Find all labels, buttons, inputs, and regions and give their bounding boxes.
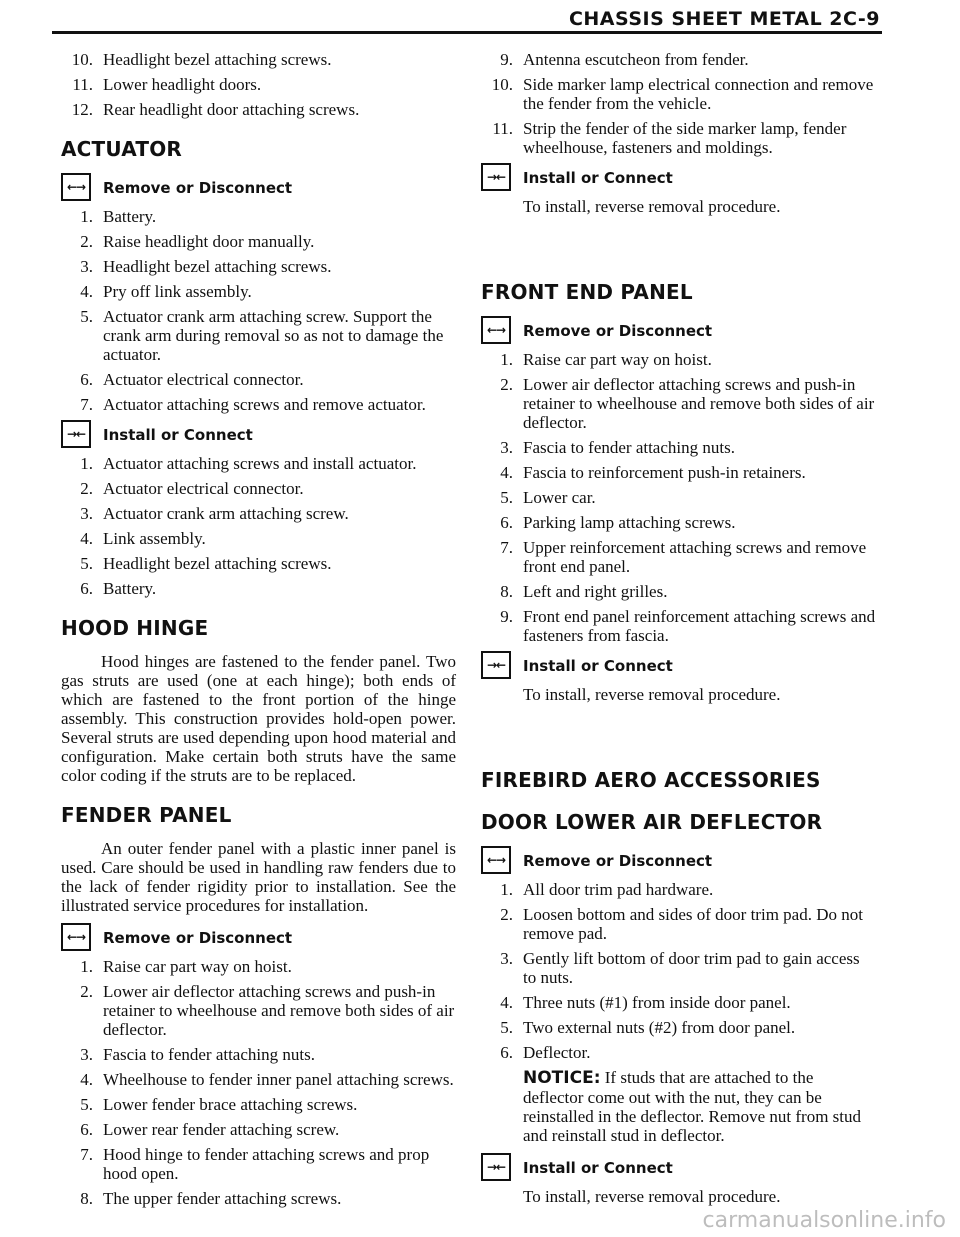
step-number: 5. xyxy=(80,1095,93,1114)
list-item xyxy=(481,880,876,899)
remove-disconnect-icon: ←→ xyxy=(481,316,511,344)
list-item xyxy=(61,75,456,94)
list-item xyxy=(481,375,876,432)
step-number: 6. xyxy=(80,370,93,389)
step-number: 8. xyxy=(80,1189,93,1208)
step-number: 2. xyxy=(80,232,93,251)
list-item xyxy=(61,554,456,573)
step-text: Two external nuts (#2) from door panel. xyxy=(523,1018,796,1037)
list-item xyxy=(481,1043,876,1062)
step-number: 2. xyxy=(80,982,93,1001)
list-item xyxy=(481,513,876,532)
deflector-remove-subhead xyxy=(481,846,876,876)
step-text: Link assembly. xyxy=(103,529,206,548)
list-item xyxy=(61,1045,456,1064)
step-text: Headlight bezel attaching screws. xyxy=(103,257,332,276)
actuator-install-subhead xyxy=(61,420,456,450)
step-text: Lower air deflector attaching screws and push-in retainer to wheelhouse and remove both sides of air deflector. xyxy=(103,982,455,1039)
list-item xyxy=(61,307,456,364)
remove-disconnect-icon: ←→ xyxy=(481,846,511,874)
step-number: 7. xyxy=(80,395,93,414)
deflector-install-text: To install, reverse removal procedure. xyxy=(523,1187,781,1206)
step-number: 1. xyxy=(80,454,93,473)
step-number: 6. xyxy=(80,1120,93,1139)
step-text: Actuator electrical connector. xyxy=(103,370,304,389)
step-text: Headlight bezel attaching screws. xyxy=(103,554,332,573)
list-item xyxy=(481,350,876,369)
list-item xyxy=(481,538,876,576)
list-item xyxy=(61,479,456,498)
step-text: Raise headlight door manually. xyxy=(103,232,315,251)
step-number: 1. xyxy=(500,350,513,369)
list-item xyxy=(61,1120,456,1139)
left-column xyxy=(61,50,456,1214)
fender-remove-subhead xyxy=(61,923,456,953)
step-number: 5. xyxy=(500,1018,513,1037)
step-number: 3. xyxy=(80,257,93,276)
list-item xyxy=(481,1018,876,1037)
step-text: Hood hinge to fender attaching screws and prop hood open. xyxy=(103,1145,430,1183)
deflector-remove-steps xyxy=(481,880,876,1062)
actuator-install-label: Install or Connect xyxy=(103,426,253,444)
list-item xyxy=(61,282,456,301)
step-number: 9. xyxy=(500,50,513,69)
remove-disconnect-icon: ←→ xyxy=(61,173,91,201)
fender-remove-steps xyxy=(61,957,456,1208)
step-text: Fascia to fender attaching nuts. xyxy=(103,1045,315,1064)
step-text: Raise car part way on hoist. xyxy=(103,957,292,976)
actuator-remove-subhead xyxy=(61,173,456,203)
step-number: 3. xyxy=(500,438,513,457)
list-item xyxy=(61,529,456,548)
step-number: 3. xyxy=(80,1045,93,1064)
step-text: Lower air deflector attaching screws and push-in retainer to wheelhouse and remove both sides of air deflector. xyxy=(523,375,875,432)
step-text: Pry off link assembly. xyxy=(103,282,252,301)
step-number: 4. xyxy=(500,463,513,482)
list-item xyxy=(481,463,876,482)
list-item xyxy=(481,438,876,457)
fender-install-subhead xyxy=(481,163,876,193)
step-text: The upper fender attaching screws. xyxy=(103,1189,342,1208)
step-text: Battery. xyxy=(103,207,157,226)
step-number: 10. xyxy=(491,75,513,94)
step-number: 1. xyxy=(500,880,513,899)
list-item xyxy=(61,1189,456,1208)
step-text: Headlight bezel attaching screws. xyxy=(103,50,332,69)
step-text: Actuator attaching screws and install actuator. xyxy=(103,454,417,473)
step-number: 2. xyxy=(80,479,93,498)
install-connect-icon: →← xyxy=(481,163,511,191)
watermark: carmanualsonline.info xyxy=(702,1208,946,1233)
list-item xyxy=(61,957,456,976)
front-end-remove-subhead xyxy=(481,316,876,346)
step-text: Deflector. xyxy=(523,1043,591,1062)
left-top-steps xyxy=(61,50,456,119)
step-number: 7. xyxy=(500,538,513,557)
fender-panel-heading: FENDER PANEL xyxy=(61,803,232,827)
step-text: Left and right grilles. xyxy=(523,582,668,601)
step-number: 5. xyxy=(80,307,93,326)
step-text: Loosen bottom and sides of door trim pad. Do not remove pad. xyxy=(523,905,863,943)
hood-hinge-heading: HOOD HINGE xyxy=(61,616,209,640)
front-end-remove-label: Remove or Disconnect xyxy=(523,322,713,340)
list-item xyxy=(481,75,876,113)
notice-text: If studs that are attached to the deflector come out with the nut, they can be reinstalled in the deflector. Remove nut from stud and reinstall stud in deflector. xyxy=(523,1068,862,1145)
step-text: All door trim pad hardware. xyxy=(523,880,714,899)
header-rule xyxy=(52,31,882,34)
step-number: 3. xyxy=(500,949,513,968)
step-number: 5. xyxy=(80,554,93,573)
step-number: 8. xyxy=(500,582,513,601)
step-text: Side marker lamp electrical connection and remove the fender from the vehicle. xyxy=(523,75,874,113)
page-header: CHASSIS SHEET METAL 2C-9 xyxy=(568,8,880,30)
step-text: Lower car. xyxy=(523,488,596,507)
step-text: Lower rear fender attaching screw. xyxy=(103,1120,340,1139)
step-text: Lower fender brace attaching screws. xyxy=(103,1095,358,1114)
step-number: 2. xyxy=(500,905,513,924)
step-number: 4. xyxy=(500,993,513,1012)
step-text: Strip the fender of the side marker lamp, fender wheelhouse, fasteners and moldings. xyxy=(523,119,847,157)
actuator-remove-label: Remove or Disconnect xyxy=(103,179,293,197)
spacer xyxy=(481,222,876,262)
install-connect-icon: →← xyxy=(61,420,91,448)
fender-panel-paragraph: An outer fender panel with a plastic inner panel is used. Care should be used in handling raw fenders due to the lack of fender rigidity prior to installation. See the illustrated service procedures for installation. xyxy=(61,839,456,915)
step-text: Parking lamp attaching screws. xyxy=(523,513,736,532)
step-number: 4. xyxy=(80,1070,93,1089)
list-item xyxy=(61,395,456,414)
hood-hinge-paragraph: Hood hinges are fastened to the fender panel. Two gas struts are used (one at each hinge); both ends of which are fastened to the front portion of the hinge assembly. This construction provides hold-open power. Several struts are used depending upon hood material and configuration. Make certain both struts have the same color coding if the struts are to be replaced. xyxy=(61,652,456,785)
step-text: Raise car part way on hoist. xyxy=(523,350,712,369)
list-item xyxy=(481,949,876,987)
step-number: 6. xyxy=(500,1043,513,1062)
notice-block xyxy=(481,1068,876,1145)
front-end-remove-steps xyxy=(481,350,876,645)
step-text: Front end panel reinforcement attaching screws and fasteners from fascia. xyxy=(523,607,876,645)
list-item xyxy=(61,579,456,598)
deflector-install-subhead xyxy=(481,1153,876,1183)
step-number: 4. xyxy=(80,529,93,548)
front-end-install-text: To install, reverse removal procedure. xyxy=(523,685,781,704)
list-item xyxy=(61,504,456,523)
list-item xyxy=(61,1070,456,1089)
fender-remove-label: Remove or Disconnect xyxy=(103,929,293,947)
actuator-install-steps xyxy=(61,454,456,598)
right-top-steps xyxy=(481,50,876,157)
remove-disconnect-icon: ←→ xyxy=(61,923,91,951)
deflector-install-label: Install or Connect xyxy=(523,1159,673,1177)
step-number: 3. xyxy=(80,504,93,523)
list-item xyxy=(61,50,456,69)
step-text: Actuator crank arm attaching screw. Support the crank arm during removal so as not to damage the actuator. xyxy=(103,307,444,364)
step-number: 12. xyxy=(71,100,93,119)
fender-install-text: To install, reverse removal procedure. xyxy=(523,197,781,216)
step-number: 6. xyxy=(500,513,513,532)
step-text: Upper reinforcement attaching screws and remove front end panel. xyxy=(523,538,867,576)
step-number: 7. xyxy=(80,1145,93,1164)
install-connect-icon: →← xyxy=(481,651,511,679)
step-text: Fascia to fender attaching nuts. xyxy=(523,438,735,457)
front-end-install-subhead xyxy=(481,651,876,681)
step-number: 11. xyxy=(72,75,93,94)
step-number: 11. xyxy=(492,119,513,138)
front-end-install-label: Install or Connect xyxy=(523,657,673,675)
step-number: 6. xyxy=(80,579,93,598)
actuator-remove-steps xyxy=(61,207,456,414)
list-item xyxy=(481,488,876,507)
list-item xyxy=(481,607,876,645)
step-text: Actuator electrical connector. xyxy=(103,479,304,498)
actuator-heading: ACTUATOR xyxy=(61,137,182,161)
list-item xyxy=(481,993,876,1012)
install-connect-icon: →← xyxy=(481,1153,511,1181)
list-item xyxy=(61,982,456,1039)
list-item xyxy=(481,50,876,69)
spacer xyxy=(481,710,876,750)
list-item xyxy=(61,1095,456,1114)
step-number: 9. xyxy=(500,607,513,626)
step-text: Antenna escutcheon from fender. xyxy=(523,50,749,69)
front-end-panel-heading: FRONT END PANEL xyxy=(481,280,693,304)
list-item xyxy=(61,232,456,251)
list-item xyxy=(61,257,456,276)
step-text: Battery. xyxy=(103,579,157,598)
fender-install-label: Install or Connect xyxy=(523,169,673,187)
step-number: 4. xyxy=(80,282,93,301)
step-number: 2. xyxy=(500,375,513,394)
list-item xyxy=(61,454,456,473)
step-text: Actuator crank arm attaching screw. xyxy=(103,504,349,523)
step-text: Wheelhouse to fender inner panel attaching screws. xyxy=(103,1070,454,1089)
aero-accessories-heading: FIREBIRD AERO ACCESSORIES xyxy=(481,768,821,792)
notice-label: NOTICE: xyxy=(523,1068,601,1088)
list-item xyxy=(61,100,456,119)
list-item xyxy=(481,905,876,943)
step-text: Fascia to reinforcement push-in retainers. xyxy=(523,463,806,482)
step-text: Rear headlight door attaching screws. xyxy=(103,100,360,119)
list-item xyxy=(481,119,876,157)
list-item xyxy=(61,207,456,226)
step-number: 10. xyxy=(71,50,93,69)
step-text: Lower headlight doors. xyxy=(103,75,262,94)
step-number: 1. xyxy=(80,957,93,976)
step-text: Three nuts (#1) from inside door panel. xyxy=(523,993,791,1012)
step-text: Gently lift bottom of door trim pad to gain access to nuts. xyxy=(523,949,860,987)
step-number: 5. xyxy=(500,488,513,507)
right-column xyxy=(481,50,876,1212)
step-text: Actuator attaching screws and remove actuator. xyxy=(103,395,426,414)
list-item xyxy=(61,370,456,389)
door-deflector-heading: DOOR LOWER AIR DEFLECTOR xyxy=(481,810,823,834)
list-item xyxy=(61,1145,456,1183)
deflector-remove-label: Remove or Disconnect xyxy=(523,852,713,870)
step-number: 1. xyxy=(80,207,93,226)
list-item xyxy=(481,582,876,601)
